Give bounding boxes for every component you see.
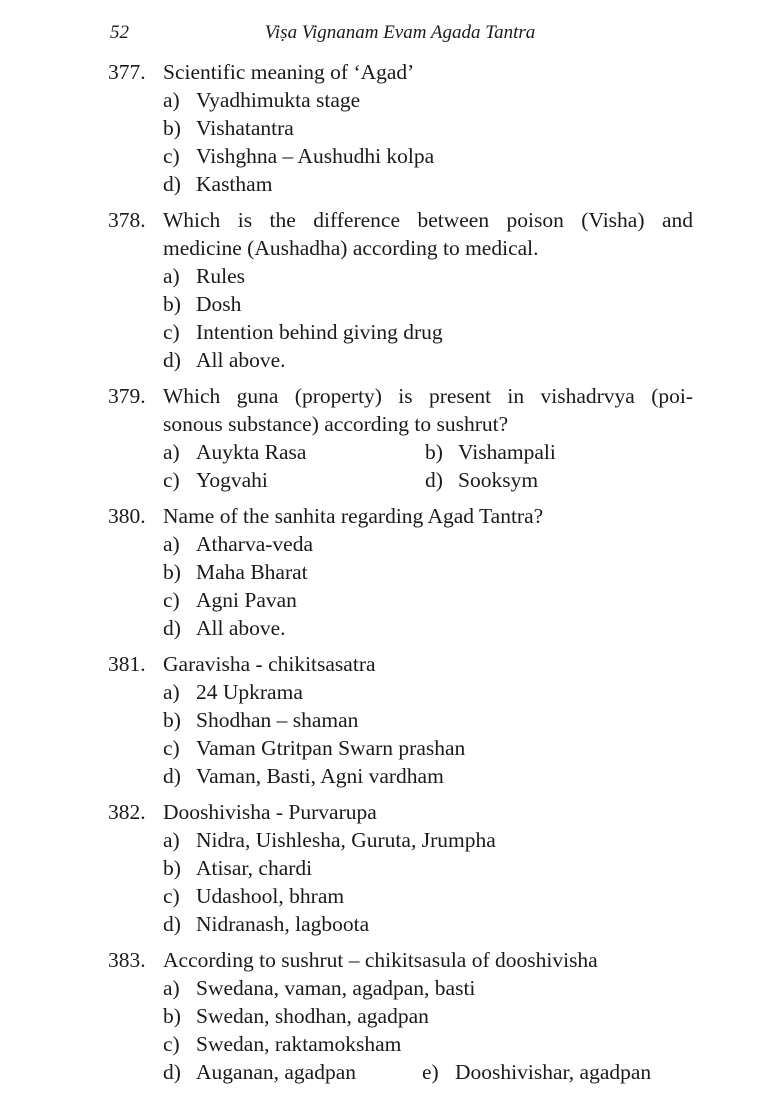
option-row (108, 170, 693, 198)
question-line (108, 410, 693, 438)
option-text: Vaman, Basti, Agni vardham (196, 764, 444, 788)
option-row (108, 762, 693, 790)
option-text: Vishatantra (196, 116, 294, 140)
option-text: Shodhan – shaman (196, 708, 359, 732)
option-label: b) (163, 560, 181, 584)
option-row (108, 1030, 693, 1058)
option-label: a) (163, 440, 180, 464)
page-number: 52 (110, 22, 129, 43)
option-row (108, 1002, 693, 1030)
option-text: Yogvahi (196, 468, 268, 492)
option-label: b) (163, 292, 181, 316)
option-row (108, 86, 693, 114)
option-row (108, 262, 693, 290)
question-line (108, 58, 693, 86)
option-text: Sooksym (458, 468, 539, 492)
option-label: a) (163, 532, 180, 556)
question-line (108, 502, 693, 530)
question-378 (108, 206, 693, 374)
question-text: According to sushrut – chikitsasula of dooshivisha (163, 948, 598, 972)
option-text: Intention behind giving drug (196, 320, 443, 344)
option-label: b) (425, 440, 443, 464)
option-text: Agni Pavan (196, 588, 297, 612)
option-label: b) (163, 1004, 181, 1028)
question-382 (108, 798, 693, 938)
option-text: Rules (196, 264, 245, 288)
option-text: Nidranash, lagboota (196, 912, 370, 936)
option-row (108, 826, 693, 854)
option-label: d) (163, 912, 181, 936)
option-label: a) (163, 680, 180, 704)
option-row (108, 438, 693, 466)
question-number: 380. (108, 504, 146, 528)
option-label: d) (163, 1060, 181, 1084)
question-number: 378. (108, 208, 146, 232)
option-row (108, 114, 693, 142)
question-line (108, 798, 693, 826)
option-row (108, 734, 693, 762)
option-text: Vishampali (458, 440, 556, 464)
question-list (108, 58, 693, 1094)
option-label: b) (163, 856, 181, 880)
option-text: Vaman Gtritpan Swarn prashan (196, 736, 466, 760)
option-row (108, 530, 693, 558)
option-row (108, 614, 693, 642)
option-label: a) (163, 88, 180, 112)
option-row (108, 346, 693, 374)
option-text: Vishghna – Aushudhi kolpa (196, 144, 435, 168)
option-text: Atisar, chardi (196, 856, 313, 880)
option-label: c) (163, 884, 180, 908)
option-row (108, 854, 693, 882)
option-row (108, 558, 693, 586)
question-377 (108, 58, 693, 198)
option-row (108, 142, 693, 170)
question-text: Scientific meaning of ‘Agad’ (163, 60, 415, 84)
running-header-title: Viṣa Vignanam Evam Agada Tantra (264, 22, 536, 43)
question-text: Garavisha - chikitsasatra (163, 652, 376, 676)
option-row (108, 882, 693, 910)
option-text: Swedan, raktamoksham (196, 1032, 402, 1056)
option-row (108, 466, 693, 494)
question-number: 383. (108, 948, 146, 972)
option-label: d) (425, 468, 443, 492)
question-line (108, 946, 693, 974)
option-label: a) (163, 976, 180, 1000)
option-label: c) (163, 1032, 180, 1056)
option-row (108, 318, 693, 346)
question-379 (108, 382, 693, 494)
option-text: Dooshivishar, agadpan (455, 1060, 652, 1084)
question-text: Dooshivisha - Purvarupa (163, 800, 377, 824)
option-label: d) (163, 764, 181, 788)
question-number: 381. (108, 652, 146, 676)
question-line (108, 650, 693, 678)
option-label: b) (163, 116, 181, 140)
option-text: All above. (196, 348, 286, 372)
option-label: d) (163, 172, 181, 196)
question-line (108, 382, 693, 410)
option-text: Dosh (196, 292, 242, 316)
question-text: medicine (Aushadha) according to medical. (163, 236, 539, 260)
question-number: 379. (108, 384, 146, 408)
option-label: a) (163, 264, 180, 288)
option-text: Nidra, Uishlesha, Guruta, Jrumpha (196, 828, 496, 852)
option-text: Kastham (196, 172, 273, 196)
option-text: Swedana, vaman, agadpan, basti (196, 976, 476, 1000)
question-text: sonous substance) according to sushrut? (163, 412, 509, 436)
option-row (108, 586, 693, 614)
option-row (108, 1058, 693, 1086)
option-row (108, 910, 693, 938)
option-label: b) (163, 708, 181, 732)
option-text: 24 Upkrama (196, 680, 303, 704)
option-text: Auganan, agadpan (196, 1060, 356, 1084)
question-text: Which guna (property) is present in vishadrvya (poi- (163, 384, 693, 408)
option-text: Auykta Rasa (196, 440, 307, 464)
question-number: 377. (108, 60, 146, 84)
option-text: Udashool, bhram (196, 884, 345, 908)
option-text: All above. (196, 616, 286, 640)
question-number: 382. (108, 800, 146, 824)
question-380 (108, 502, 693, 642)
option-text: Maha Bharat (196, 560, 308, 584)
option-text: Atharva-veda (196, 532, 313, 556)
option-label: c) (163, 736, 180, 760)
option-label: a) (163, 828, 180, 852)
option-text: Vyadhimukta stage (196, 88, 361, 112)
question-383 (108, 946, 693, 1086)
option-label: d) (163, 616, 181, 640)
option-row (108, 706, 693, 734)
option-label: c) (163, 588, 180, 612)
question-381 (108, 650, 693, 790)
question-line (108, 234, 693, 262)
question-text: Which is the difference between poison (Visha) and (163, 208, 693, 232)
option-text: Swedan, shodhan, agadpan (196, 1004, 429, 1028)
option-row (108, 290, 693, 318)
option-row (108, 678, 693, 706)
option-row (108, 974, 693, 1002)
option-label: c) (163, 320, 180, 344)
option-label: d) (163, 348, 181, 372)
question-line (108, 206, 693, 234)
option-label: c) (163, 468, 180, 492)
option-label: e) (422, 1060, 439, 1084)
option-label: c) (163, 144, 180, 168)
question-text: Name of the sanhita regarding Agad Tantra? (163, 504, 544, 528)
